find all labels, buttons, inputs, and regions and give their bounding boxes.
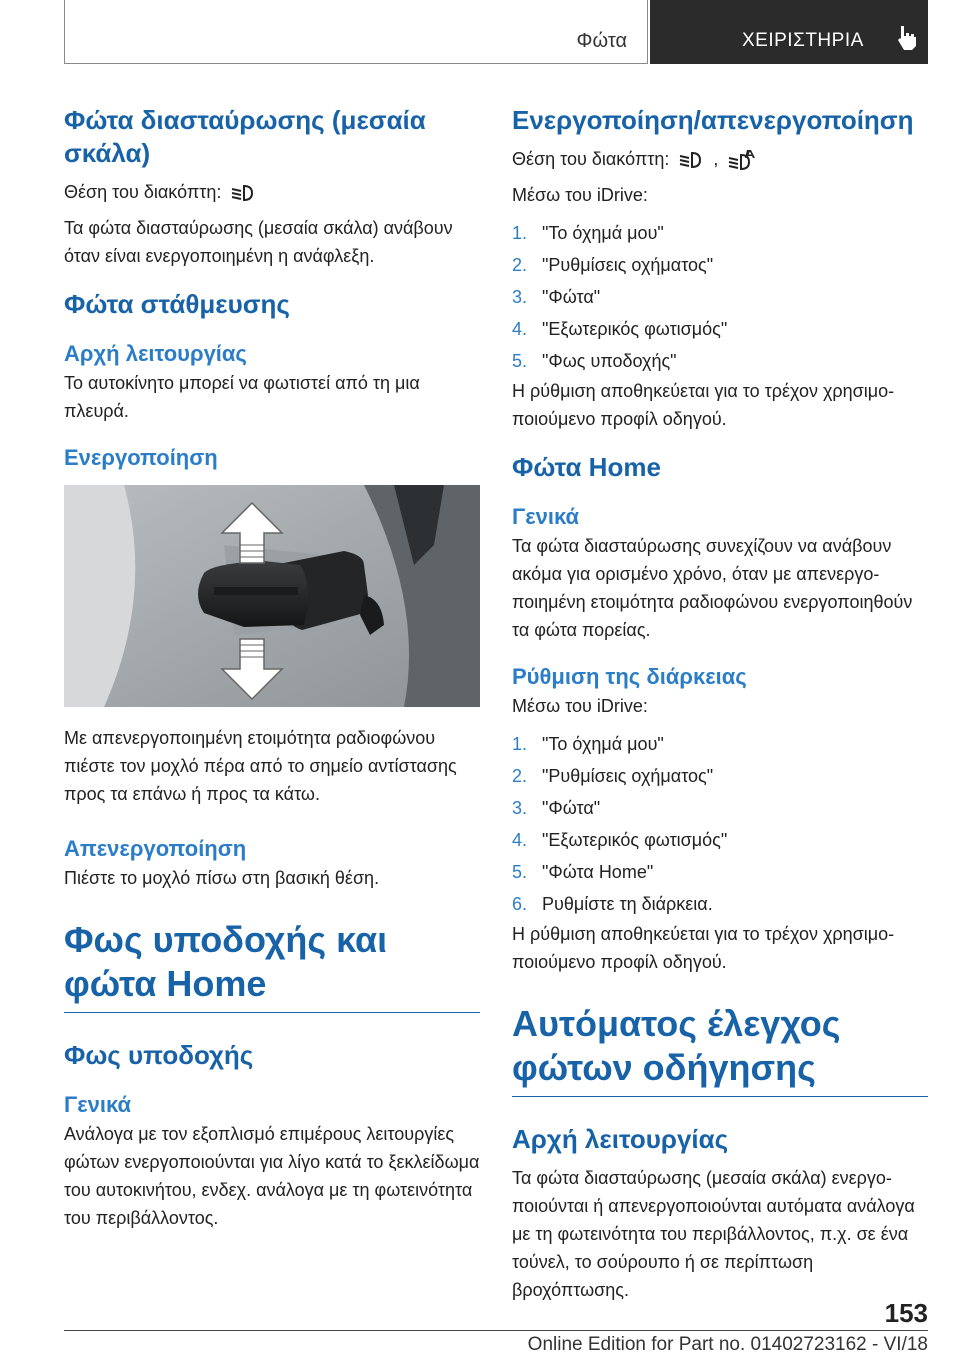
header-section-title: Φώτα <box>576 30 627 52</box>
list-item: 2. "Ρυθμίσεις οχήματος" <box>512 255 714 275</box>
right-column <box>512 104 928 1304</box>
low-beam-icon <box>678 150 704 170</box>
paragraph-welcome: Ανάλογα με τον εξοπλισμό επιμέρους λειτουργίες φώτων ενεργοποιούνται για λίγο κατά το ξεκλείδωμα του αυτοκινήτου, ενδεχ. ανάλογα με τη φωτεινότητα του περιβάλλοντος. <box>64 1124 480 1228</box>
paragraph-principle: Το αυτοκίνητο μπορεί να φωτιστεί από τη μια πλευρά. <box>64 373 420 421</box>
list-item: 3. "Φώτα" <box>512 287 601 307</box>
paragraph-auto: Τα φώτα διασταύρωσης (μεσαία σκάλα) ενεργοποιούνται ή απενεργοποιούνται αυτόματα ανάλογα με τη φωτεινότητα του περιβάλλοντος, π.χ. σε ένα τούνελ, το σούρουπο ή σε περίπτωση βροχόπτωσης. <box>512 1168 915 1300</box>
heading-on-off: Ενεργοποίηση/απενεργοποίηση <box>512 105 914 135</box>
heading-parking-lights: Φώτα στάθμευσης <box>64 289 290 319</box>
edition-footer: Online Edition for Part no. 01402723162 - VI/18 <box>527 1334 928 1355</box>
page-number: 153 <box>884 1298 928 1328</box>
switch-position-line <box>64 178 480 206</box>
footer-divider <box>64 1330 928 1331</box>
steps-welcome-list <box>512 217 928 377</box>
low-beam-icon <box>230 183 256 203</box>
heading-activation: Ενεργοποίηση <box>64 445 218 470</box>
header-chapter-box <box>650 0 928 64</box>
heading-home-lights: Φώτα Home <box>512 452 661 482</box>
heading-auto-light-control: Αυτόματος έλεγχος φώτων οδήγησης <box>512 1003 841 1088</box>
switch-position-label: Θέση του διακόπτη: <box>512 149 670 169</box>
list-item: 6. Ρυθμίστε τη διάρκεια. <box>512 894 713 914</box>
paragraph-parking-sidelight: Τα φώτα διασταύρωσης (μεσαία σκάλα) ανάβουν όταν είναι ενεργοποιημένη η ανάφλεξη. <box>64 218 453 266</box>
auto-headlight-icon <box>727 149 757 171</box>
heading-welcome-home: Φως υποδοχής και φώτα Home <box>64 919 388 1004</box>
heading-general: Γενικά <box>512 504 580 529</box>
hand-pointer-icon <box>894 24 920 52</box>
heading-general: Γενικά <box>64 1092 132 1117</box>
paragraph-deactivation: Πιέστε το μοχλό πίσω στη βασική θέση. <box>64 868 380 888</box>
list-item: 2. "Ρυθμίσεις οχήματος" <box>512 766 714 786</box>
list-item: 5. "Φως υποδοχής" <box>512 351 677 371</box>
via-idrive-label: Μέσω του iDrive: <box>512 185 648 205</box>
switch-position-label: Θέση του διακόπτη: <box>64 182 222 202</box>
list-item: 5. "Φώτα Home" <box>512 862 654 882</box>
heading-principle: Αρχή λειτουργίας <box>512 1124 729 1154</box>
paragraph-saved: Η ρύθμιση αποθηκεύεται για το τρέχον χρησιμοποιούμενο προφίλ οδηγού. <box>512 924 895 972</box>
steps-home-list <box>512 728 928 920</box>
paragraph-home: Τα φώτα διασταύρωσης συνεχίζουν να ανάβουν ακόμα για ορισμένο χρόνο, όταν με απενεργοποιημένη ετοιμότητα ραδιοφώνου ενεργοποιηθούν τα φώτα πορείας. <box>512 536 913 640</box>
left-column <box>64 104 480 1232</box>
via-idrive-label: Μέσω του iDrive: <box>512 696 648 716</box>
header-chapter-title: ΧΕΙΡΙΣΤΗΡΙΑ <box>742 30 864 51</box>
heading-duration: Ρύθμιση της διάρκειας <box>512 664 747 689</box>
heading-principle: Αρχή λειτουργίας <box>64 341 247 366</box>
list-item: 3. "Φώτα" <box>512 798 601 818</box>
heading-welcome-light: Φως υποδοχής <box>64 1040 254 1070</box>
heading-deactivation: Απενεργοποίηση <box>64 836 247 861</box>
heading-parking-sidelight: Φώτα διασταύρωσης (μεσαία σκάλα) <box>64 105 426 168</box>
header-section-box <box>64 0 648 64</box>
list-item: 1. "Το όχημά μου" <box>512 223 664 243</box>
list-item: 4. "Εξωτερικός φωτισμός" <box>512 830 728 850</box>
list-item: 1. "Το όχημά μου" <box>512 734 664 754</box>
switch-position-line: Θέση του διακόπτη: , <box>512 145 928 173</box>
lever-photo <box>64 485 480 707</box>
paragraph-saved: Η ρύθμιση αποθηκεύεται για το τρέχον χρησιμοποιούμενο προφίλ οδηγού. <box>512 381 895 429</box>
list-item: 4. "Εξωτερικός φωτισμός" <box>512 319 728 339</box>
paragraph-activation: Με απενεργοποιημένη ετοιμότητα ραδιοφώνου πιέστε τον μοχλό πέρα από το σημείο αντίστασης προς τα επάνω ή προς τα κάτω. <box>64 728 457 804</box>
